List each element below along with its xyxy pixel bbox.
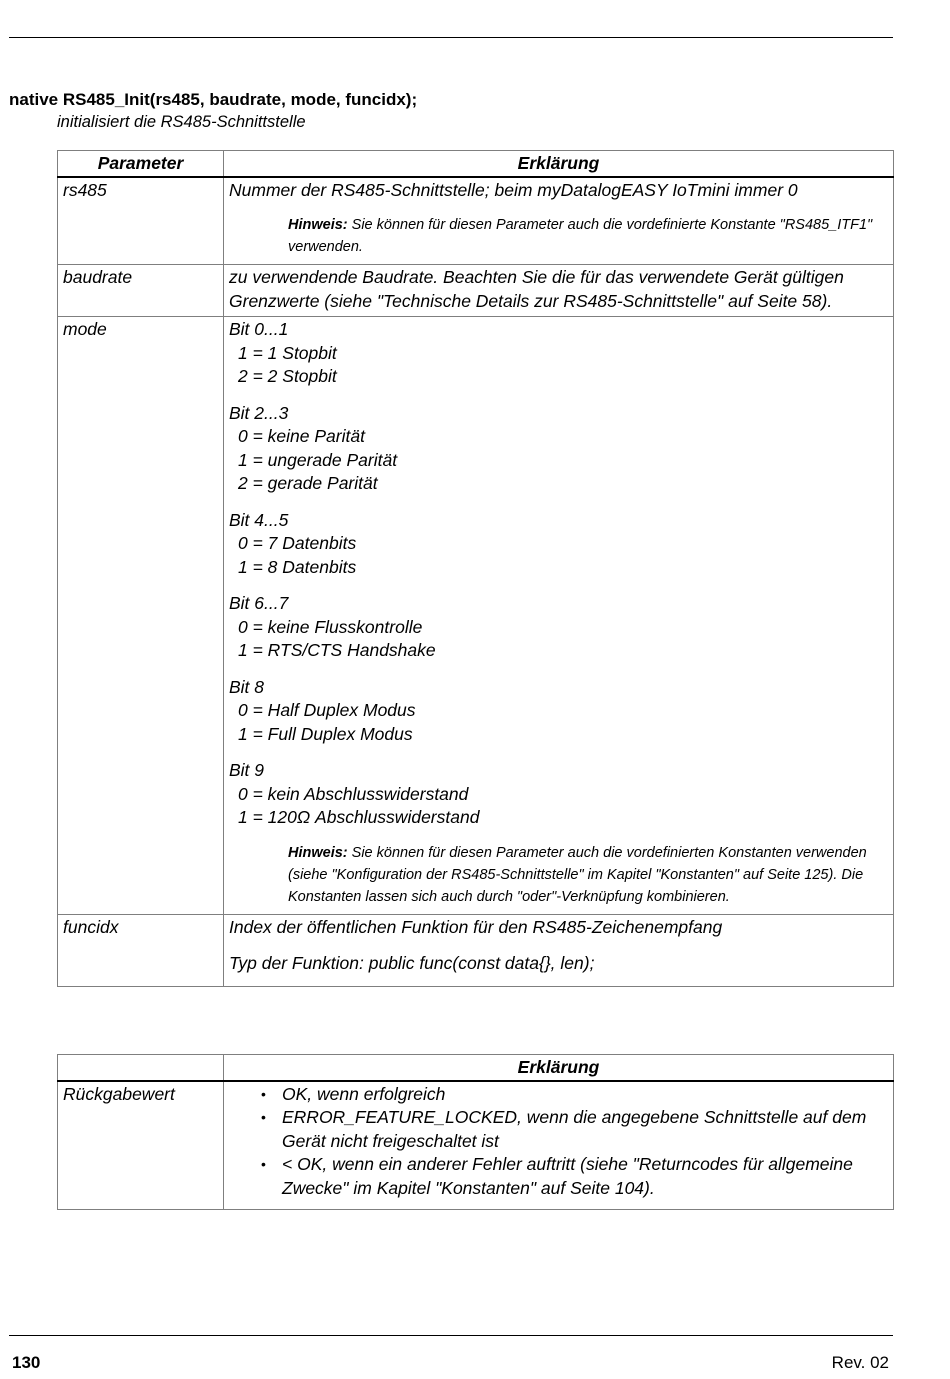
table-row-baudrate xyxy=(58,265,894,317)
bit-value: 2 = gerade Parität xyxy=(238,473,378,493)
param-name: baudrate xyxy=(58,265,224,317)
bit-value: 0 = keine Parität xyxy=(238,426,365,446)
bit-value: 1 = ungerade Parität xyxy=(238,449,398,470)
bit-value: 1 = 120Ω Abschlusswiderstand xyxy=(238,807,480,827)
hint-label: Hinweis: xyxy=(288,844,348,861)
param-text: Index der öffentlichen Funktion für den RS485-Zeichenempfang xyxy=(229,916,723,937)
table-row-return xyxy=(58,1081,894,1210)
bit-group-title: Bit 4...5 xyxy=(229,509,289,530)
list-item: • OK, wenn erfolgreich xyxy=(282,1083,888,1107)
bit-group xyxy=(229,759,888,830)
table-row-mode xyxy=(58,317,894,915)
param-explanation xyxy=(224,177,894,265)
hint-text: Sie können für diesen Parameter auch die vordefinierte Konstante "RS485_ITF1" verwenden. xyxy=(288,217,873,255)
param-explanation xyxy=(224,317,894,915)
footer-rule xyxy=(9,1335,893,1336)
table-row-funcidx xyxy=(58,914,894,986)
bit-group xyxy=(229,402,888,496)
bit-value: 0 = keine Flusskontrolle xyxy=(238,616,423,637)
bit-group xyxy=(229,676,888,747)
param-explanation: zu verwendende Baudrate. Beachten Sie die für das verwendete Gerät gültigen Grenzwerte (siehe "Technische Details zur RS485-Schnittstelle" auf Seite 58). xyxy=(224,265,894,317)
bit-group-title: Bit 6...7 xyxy=(229,593,289,613)
table-header-row xyxy=(58,151,894,177)
table-header-row xyxy=(58,1055,894,1081)
bit-value: 1 = RTS/CTS Handshake xyxy=(238,640,436,660)
param-text: Nummer der RS485-Schnittstelle; beim myDatalogEASY IoTmini immer 0 xyxy=(229,179,798,200)
param-name: funcidx xyxy=(58,914,224,986)
bit-value: 1 = 8 Datenbits xyxy=(238,556,357,577)
return-value-table xyxy=(57,1054,894,1210)
param-explanation xyxy=(224,914,894,986)
return-explanation xyxy=(224,1081,894,1210)
bit-group xyxy=(229,592,888,663)
param-name: rs485 xyxy=(58,177,224,265)
bit-group-title: Bit 0...1 xyxy=(229,319,289,339)
mode-bit-groups xyxy=(229,318,888,830)
header-rule xyxy=(9,37,893,38)
header-parameter: Parameter xyxy=(58,151,224,177)
bit-group xyxy=(229,318,888,389)
param-name: mode xyxy=(58,317,224,915)
hint-text: Sie können für diesen Parameter auch die vordefinierten Konstanten verwenden (siehe "Konfiguration der RS485-Schnittstelle" im Kapitel "Konstanten" auf Seite 125). Die Konstanten lassen sich auch durch "oder"-Verknüpfung kombinieren. xyxy=(288,844,867,905)
bit-group-title: Bit 9 xyxy=(229,760,265,780)
bit-value: 0 = kein Abschlusswiderstand xyxy=(238,783,469,804)
bit-group-title: Bit 2...3 xyxy=(229,402,289,423)
header-empty xyxy=(58,1055,224,1081)
bit-group-title: Bit 8 xyxy=(229,676,265,697)
bit-value: 0 = 7 Datenbits xyxy=(238,533,357,553)
hint-label: Hinweis: xyxy=(288,217,348,233)
list-item: • < OK, wenn ein anderer Fehler auftritt (siehe "Returncodes für allgemeine Zwecke" im Kapitel "Konstanten" auf Seite 104). xyxy=(282,1153,888,1200)
hint-note xyxy=(288,214,888,258)
hint-note xyxy=(288,842,888,908)
function-description: initialisiert die RS485-Schnittstelle xyxy=(57,113,306,131)
header-explanation: Erklärung xyxy=(224,151,894,177)
header-explanation: Erklärung xyxy=(224,1055,894,1081)
parameter-table xyxy=(57,150,894,987)
bit-value: 1 = Full Duplex Modus xyxy=(238,723,413,744)
bit-group xyxy=(229,509,888,580)
param-text: Typ der Funktion: public func(const data{}, len); xyxy=(229,953,595,973)
page-number: 130 xyxy=(12,1353,41,1372)
bit-value: 2 = 2 Stopbit xyxy=(238,366,337,386)
return-label: Rückgabewert xyxy=(58,1081,224,1210)
revision-label: Rev. 02 xyxy=(831,1353,889,1372)
bit-value: 0 = Half Duplex Modus xyxy=(238,700,416,720)
list-item: • ERROR_FEATURE_LOCKED, wenn die angegebene Schnittstelle auf dem Gerät nicht freigeschaltet ist xyxy=(282,1106,888,1153)
return-bullet-list xyxy=(229,1083,888,1201)
function-signature: native RS485_Init(rs485, baudrate, mode, funcidx); xyxy=(9,90,418,109)
bit-value: 1 = 1 Stopbit xyxy=(238,342,337,363)
table-row-rs485 xyxy=(58,177,894,265)
